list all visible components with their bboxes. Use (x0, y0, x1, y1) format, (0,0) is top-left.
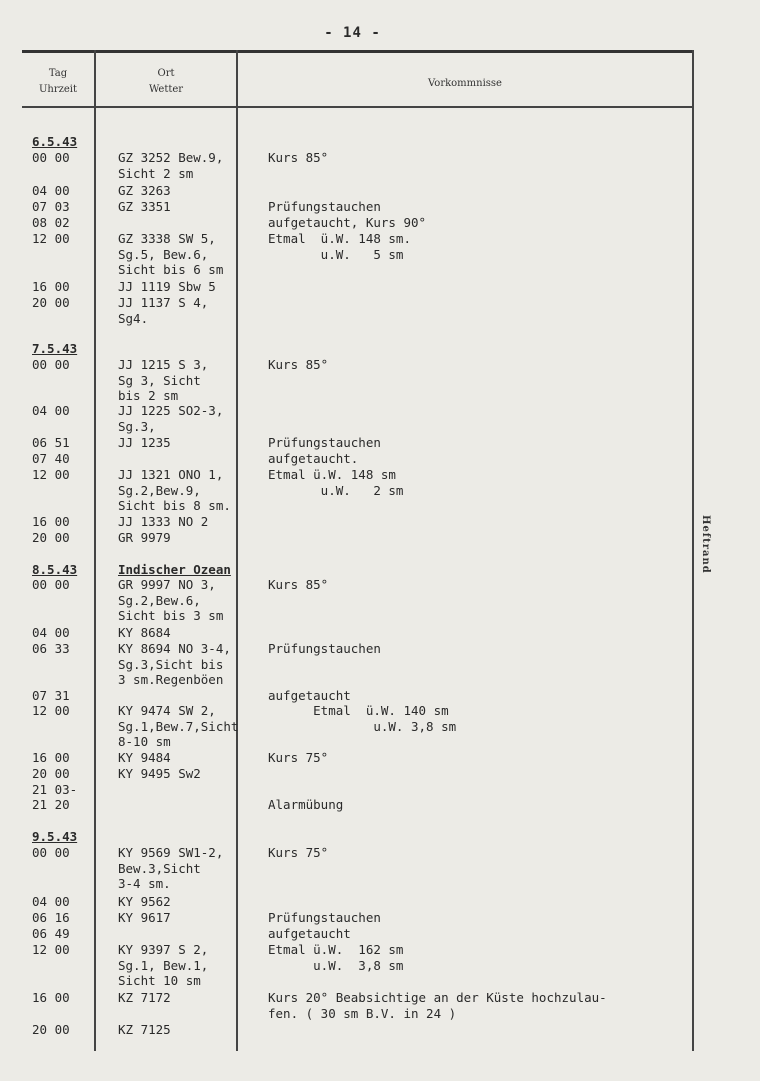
place-line: Indischer Ozean (118, 562, 231, 577)
event-line: Kurs 85° (268, 577, 329, 592)
place-line: 3 sm.Regenböen (118, 672, 224, 687)
column-divider (94, 50, 96, 1051)
place-line: Sg.1, Bew.1, (118, 957, 209, 973)
place-line: KY 9397 S 2, (118, 942, 209, 957)
place-cell (118, 894, 266, 910)
header-label: Wetter (148, 84, 184, 95)
place-line: GZ 3263 (118, 183, 171, 198)
place-line: Sg.1,Bew.7,Sicht (118, 718, 239, 734)
event-line: Kurs 75° (268, 845, 329, 860)
time-cell: 12 00 (32, 231, 70, 246)
event-line: Alarmübung (268, 797, 344, 812)
place-line: Sg.2,Bew.6, (118, 592, 201, 608)
event-line: u.W. 5 sm (268, 246, 404, 262)
place-line: KY 9474 SW 2, (118, 703, 216, 718)
event-line: u.W. 3,8 sm (268, 718, 457, 734)
event-line: Etmal ü.W. 162 sm (268, 942, 404, 957)
place-cell (118, 1022, 266, 1038)
place-cell (118, 766, 266, 782)
event-cell (268, 942, 698, 973)
place-cell (118, 703, 266, 750)
date-cell: 9.5.43 (32, 829, 78, 844)
header-ort-wetter (96, 66, 236, 98)
place-line: GZ 3338 SW 5, (118, 231, 216, 246)
time-cell: 21 20 (32, 797, 70, 812)
event-line: u.W. 3,8 sm (268, 957, 404, 973)
place-line: 8-10 sm (118, 734, 171, 749)
event-cell (268, 797, 698, 813)
time-cell: 06 49 (32, 926, 70, 941)
time-cell: 00 00 (32, 150, 70, 165)
place-cell (118, 845, 266, 892)
header-tag-uhrzeit (22, 66, 94, 98)
place-line: KY 9617 (118, 910, 171, 925)
place-cell (118, 641, 266, 688)
place-line: JJ 1235 (118, 435, 171, 450)
place-line: Sicht 10 sm (118, 973, 201, 988)
time-cell: 21 03- (32, 782, 78, 797)
place-line: KY 9562 (118, 894, 171, 909)
event-cell (268, 357, 698, 373)
time-cell: 04 00 (32, 403, 70, 418)
event-line: Etmal ü.W. 148 sm. (268, 231, 411, 246)
table-top-rule (22, 50, 694, 53)
place-cell (118, 467, 266, 514)
place-line: JJ 1333 NO 2 (118, 514, 209, 529)
place-cell (118, 750, 266, 766)
date-cell: 6.5.43 (32, 134, 78, 149)
place-cell (118, 577, 266, 624)
place-line: Sicht 2 sm (118, 165, 194, 181)
event-cell (268, 990, 698, 1021)
place-line: Sg.3, (118, 418, 156, 434)
place-cell (118, 562, 266, 578)
time-cell: 04 00 (32, 894, 70, 909)
place-line: KY 9569 SW1-2, (118, 845, 224, 860)
event-line: Prüfungstauchen (268, 641, 381, 656)
event-cell (268, 577, 698, 593)
time-cell: 20 00 (32, 766, 70, 781)
event-cell (268, 641, 698, 657)
time-cell: 06 51 (32, 435, 70, 450)
place-line: Sicht bis 3 sm (118, 608, 224, 623)
place-cell (118, 279, 266, 295)
time-cell: 00 00 (32, 577, 70, 592)
time-cell: 20 00 (32, 1022, 70, 1037)
place-cell (118, 199, 266, 215)
time-cell: 20 00 (32, 530, 70, 545)
header-label: Vorkommnisse (428, 78, 502, 89)
header-label: Uhrzeit (38, 84, 78, 95)
time-cell: 07 31 (32, 688, 70, 703)
place-line: KY 8684 (118, 625, 171, 640)
time-cell: 06 16 (32, 910, 70, 925)
header-vorkommnisse (238, 76, 692, 92)
place-line: Sg.3,Sicht bis (118, 656, 224, 672)
place-line: Sg.5, Bew.6, (118, 246, 209, 262)
place-line: GZ 3351 (118, 199, 171, 214)
event-line: aufgetaucht. (268, 451, 359, 466)
time-cell: 07 03 (32, 199, 70, 214)
event-line: Kurs 85° (268, 150, 329, 165)
time-cell: 12 00 (32, 703, 70, 718)
event-cell (268, 910, 698, 926)
place-line: bis 2 sm (118, 388, 179, 403)
time-cell: 07 40 (32, 451, 70, 466)
time-cell: 16 00 (32, 279, 70, 294)
place-line: Sg4. (118, 310, 149, 326)
event-line: Etmal ü.W. 140 sm (268, 703, 449, 718)
time-cell: 00 00 (32, 845, 70, 860)
event-line: Etmal ü.W. 148 sm (268, 467, 396, 482)
time-cell: 12 00 (32, 467, 70, 482)
time-cell: 00 00 (32, 357, 70, 372)
event-line: aufgetaucht (268, 688, 351, 703)
event-cell (268, 926, 698, 942)
place-cell (118, 183, 266, 199)
date-cell: 7.5.43 (32, 341, 78, 356)
place-line: Bew.3,Sicht (118, 860, 201, 876)
margin-note: Heftrand (700, 515, 711, 574)
event-cell (268, 199, 698, 215)
place-cell (118, 990, 266, 1006)
place-line: GR 9979 (118, 530, 171, 545)
place-line: KY 8694 NO 3-4, (118, 641, 231, 656)
place-line: Sg.2,Bew.9, (118, 482, 201, 498)
place-cell (118, 231, 266, 278)
event-cell (268, 688, 698, 704)
page-number: - 14 - (324, 25, 381, 41)
place-line: KZ 7172 (118, 990, 171, 1005)
place-line: Sicht bis 6 sm (118, 262, 224, 277)
event-cell (268, 231, 698, 262)
event-cell (268, 215, 698, 231)
time-cell: 04 00 (32, 183, 70, 198)
event-line: aufgetaucht, Kurs 90° (268, 215, 427, 230)
header-label: Tag (48, 68, 68, 79)
event-cell (268, 467, 698, 498)
place-cell (118, 403, 266, 434)
time-cell: 12 00 (32, 942, 70, 957)
place-line: JJ 1119 Sbw 5 (118, 279, 216, 294)
place-line: 3-4 sm. (118, 876, 171, 891)
event-cell (268, 451, 698, 467)
date-cell: 8.5.43 (32, 562, 78, 577)
place-line: JJ 1225 SO2-3, (118, 403, 224, 418)
time-cell: 08 02 (32, 215, 70, 230)
time-cell: 16 00 (32, 750, 70, 765)
place-cell (118, 150, 266, 181)
event-line: Prüfungstauchen (268, 435, 381, 450)
place-line: GZ 3252 Bew.9, (118, 150, 224, 165)
event-cell (268, 750, 698, 766)
time-cell: 06 33 (32, 641, 70, 656)
event-line: Kurs 20° Beabsichtige an der Küste hochzulau- (268, 990, 607, 1005)
place-line: JJ 1321 ONO 1, (118, 467, 224, 482)
event-line: Prüfungstauchen (268, 910, 381, 925)
place-line: Sicht bis 8 sm. (118, 498, 231, 513)
event-cell (268, 845, 698, 861)
place-line: KY 9484 (118, 750, 171, 765)
event-line: aufgetaucht (268, 926, 351, 941)
time-cell: 20 00 (32, 295, 70, 310)
place-cell (118, 435, 266, 451)
event-line: fen. ( 30 sm B.V. in 24 ) (268, 1005, 457, 1021)
place-cell (118, 530, 266, 546)
place-cell (118, 942, 266, 989)
event-cell (268, 150, 698, 166)
table-header-rule (22, 106, 694, 108)
place-line: JJ 1215 S 3, (118, 357, 209, 372)
event-cell (268, 703, 698, 734)
time-cell: 16 00 (32, 514, 70, 529)
place-line: JJ 1137 S 4, (118, 295, 209, 310)
place-line: KY 9495 Sw2 (118, 766, 201, 781)
place-cell (118, 910, 266, 926)
event-line: Kurs 85° (268, 357, 329, 372)
place-line: Sg 3, Sicht (118, 372, 201, 388)
place-line: KZ 7125 (118, 1022, 171, 1037)
place-cell (118, 357, 266, 404)
event-line: Kurs 75° (268, 750, 329, 765)
place-line: GR 9997 NO 3, (118, 577, 216, 592)
time-cell: 16 00 (32, 990, 70, 1005)
time-cell: 04 00 (32, 625, 70, 640)
event-cell (268, 435, 698, 451)
event-line: Prüfungstauchen (268, 199, 381, 214)
event-line: u.W. 2 sm (268, 482, 404, 498)
header-label: Ort (157, 68, 175, 79)
place-cell (118, 295, 266, 326)
place-cell (118, 625, 266, 641)
place-cell (118, 514, 266, 530)
